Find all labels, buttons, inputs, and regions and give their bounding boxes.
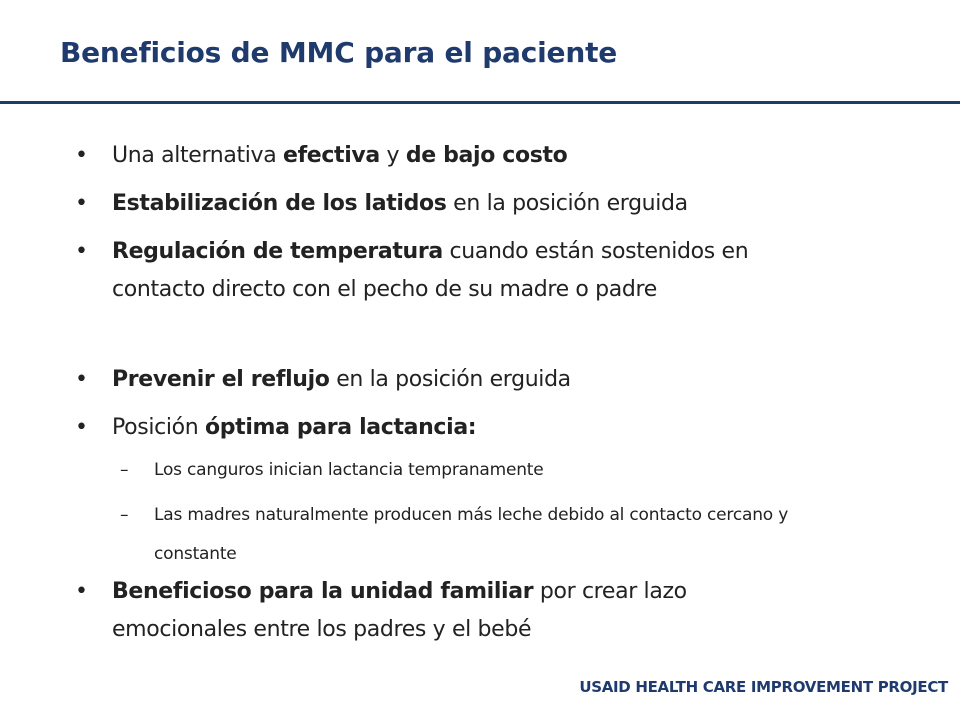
sub-bullet-text: Los canguros inician lactancia tempranamente — [154, 460, 544, 480]
bullet-item — [75, 409, 825, 447]
sub-bullet-marker: – — [120, 505, 129, 525]
bullet-text-emphasis: Regulación de temperatura — [112, 239, 443, 264]
bullet-item — [75, 573, 805, 649]
bullet-text-emphasis: de bajo costo — [405, 143, 568, 168]
bullet-text — [112, 233, 775, 309]
bullet-text-emphasis: Prevenir el reflujo — [112, 367, 330, 392]
bullet-item — [75, 137, 825, 175]
bullet-text — [112, 573, 805, 649]
bullet-text — [112, 185, 825, 223]
bullet-marker: • — [75, 415, 88, 440]
bullet-text-part: en la posición erguida — [446, 191, 688, 216]
bullet-marker: • — [75, 143, 88, 168]
bullet-item — [75, 233, 775, 309]
sub-bullet-item — [120, 451, 840, 490]
bullet-text — [112, 137, 825, 175]
bullet-marker: • — [75, 579, 88, 604]
sub-bullet-item — [120, 496, 830, 574]
bullet-marker: • — [75, 191, 88, 216]
bullet-marker: • — [75, 367, 88, 392]
bullet-text-part: por crear lazo emocionales entre los padres y el bebé — [112, 579, 687, 642]
bullet-text-part: en la posición erguida — [329, 367, 571, 392]
bullet-item — [75, 361, 825, 399]
sub-bullet-text: Las madres naturalmente producen más leche debido al contacto cercano y constante — [154, 505, 789, 564]
sub-bullet-marker: – — [120, 460, 129, 480]
bullet-text-part: y — [379, 143, 406, 168]
slide-title: Beneficios de MMC para el paciente — [60, 36, 618, 69]
bullet-text-emphasis: óptima para lactancia: — [204, 415, 477, 440]
bullet-text-emphasis: Estabilización de los latidos — [112, 191, 447, 216]
bullet-text-part: Posición — [112, 415, 205, 440]
bullet-marker: • — [75, 239, 88, 264]
footer-project-name: USAID HEALTH CARE IMPROVEMENT PROJECT — [579, 678, 948, 696]
bullet-text — [112, 409, 825, 447]
bullet-text-emphasis: Beneficioso para la unidad familiar — [112, 579, 534, 604]
bullet-text-part: Una alternativa — [112, 143, 283, 168]
bullet-item — [75, 185, 825, 223]
bullet-text — [112, 361, 825, 399]
bullet-text-emphasis: efectiva — [283, 143, 380, 168]
bullet-text-part: cuando están sostenidos en contacto directo con el pecho de su madre o padre — [112, 239, 749, 302]
